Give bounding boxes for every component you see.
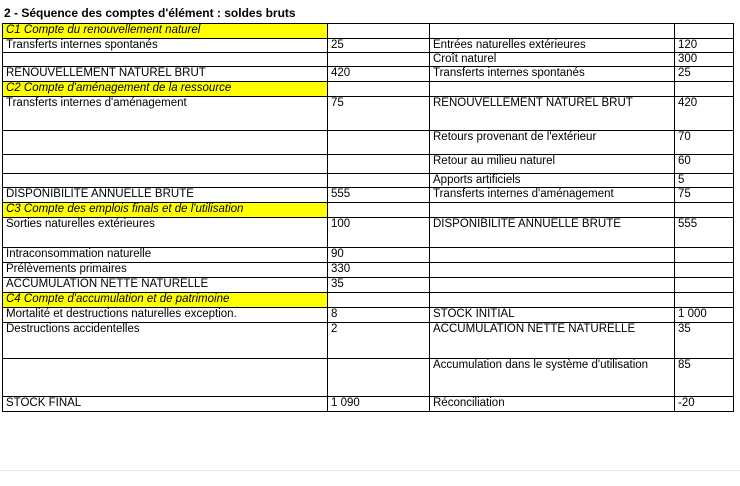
value-cell: 75 (328, 97, 430, 131)
table-row (3, 397, 734, 412)
resource-value-cell (675, 263, 734, 278)
label-cell (3, 174, 328, 188)
table-row (3, 39, 734, 53)
label-cell (3, 155, 328, 174)
label-cell (3, 53, 328, 67)
value-cell: 90 (328, 248, 430, 263)
resource-label-cell (430, 24, 675, 39)
resource-value-cell (675, 24, 734, 39)
resource-value-cell: 85 (675, 359, 734, 397)
resource-label-cell: ACCUMULATION NETTE NATURELLE (430, 323, 675, 359)
table-row (3, 82, 734, 97)
table-row (3, 53, 734, 67)
table-row (3, 218, 734, 248)
label-cell: C2 Compte d'aménagement de la ressource (3, 82, 328, 97)
table-row (3, 24, 734, 39)
resource-label-cell: Retours provenant de l'extérieur (430, 131, 675, 155)
resource-value-cell (675, 203, 734, 218)
resource-value-cell (675, 82, 734, 97)
value-cell: 555 (328, 188, 430, 203)
value-cell (328, 174, 430, 188)
label-cell: Transferts internes d'aménagement (3, 97, 328, 131)
table-row (3, 308, 734, 323)
resource-value-cell: 5 (675, 174, 734, 188)
value-cell (328, 359, 430, 397)
table-row (3, 188, 734, 203)
resource-label-cell: Entrées naturelles extérieures (430, 39, 675, 53)
table-row (3, 174, 734, 188)
table-row (3, 359, 734, 397)
value-cell (328, 53, 430, 67)
label-cell: C1 Compte du renouvellement naturel (3, 24, 328, 39)
resource-value-cell: 35 (675, 323, 734, 359)
resource-value-cell: 120 (675, 39, 734, 53)
resource-label-cell (430, 82, 675, 97)
label-cell: ACCUMULATION NETTE NATURELLE (3, 278, 328, 293)
value-cell: 8 (328, 308, 430, 323)
value-cell: 35 (328, 278, 430, 293)
resource-label-cell: Transferts internes d'aménagement (430, 188, 675, 203)
table-row (3, 203, 734, 218)
resource-label-cell: DISPONIBILITE ANNUELLE BRUTE (430, 218, 675, 248)
table-row (3, 293, 734, 308)
resource-value-cell: 60 (675, 155, 734, 174)
resource-value-cell: 75 (675, 188, 734, 203)
accounts-table (2, 23, 734, 412)
label-cell (3, 131, 328, 155)
value-cell: 25 (328, 39, 430, 53)
resource-value-cell: 25 (675, 67, 734, 82)
label-cell: Intraconsommation naturelle (3, 248, 328, 263)
resource-label-cell (430, 203, 675, 218)
value-cell: 2 (328, 323, 430, 359)
value-cell: 100 (328, 218, 430, 248)
resource-label-cell: Transferts internes spontanés (430, 67, 675, 82)
resource-value-cell: 555 (675, 218, 734, 248)
value-cell: 330 (328, 263, 430, 278)
resource-label-cell (430, 248, 675, 263)
resource-label-cell: Accumulation dans le système d'utilisation (430, 359, 675, 397)
resource-value-cell: 300 (675, 53, 734, 67)
value-cell: 420 (328, 67, 430, 82)
label-cell: DISPONIBILITE ANNUELLE BRUTE (3, 188, 328, 203)
resource-label-cell: Retour au milieu naturel (430, 155, 675, 174)
label-cell: Destructions accidentelles (3, 323, 328, 359)
resource-value-cell: 1 000 (675, 308, 734, 323)
table-row (3, 278, 734, 293)
table-row (3, 67, 734, 82)
table-row (3, 248, 734, 263)
label-cell (3, 359, 328, 397)
resource-label-cell: STOCK INITIAL (430, 308, 675, 323)
table-row (3, 97, 734, 131)
resource-value-cell: 420 (675, 97, 734, 131)
resource-value-cell (675, 293, 734, 308)
value-cell (328, 24, 430, 39)
label-cell: Transferts internes spontanés (3, 39, 328, 53)
label-cell: RENOUVELLEMENT NATUREL BRUT (3, 67, 328, 82)
resource-label-cell: Croît naturel (430, 53, 675, 67)
value-cell: 1 090 (328, 397, 430, 412)
value-cell (328, 293, 430, 308)
value-cell (328, 82, 430, 97)
resource-value-cell: -20 (675, 397, 734, 412)
bottom-divider (0, 470, 740, 471)
resource-value-cell (675, 278, 734, 293)
resource-label-cell (430, 293, 675, 308)
value-cell (328, 131, 430, 155)
resource-label-cell: Réconciliation (430, 397, 675, 412)
resource-label-cell: RENOUVELLEMENT NATUREL BRUT (430, 97, 675, 131)
label-cell: C4 Compte d'accumulation et de patrimoine (3, 293, 328, 308)
label-cell: C3 Compte des emplois finals et de l'utilisation (3, 203, 328, 218)
page-title: 2 - Séquence des comptes d'élément : soldes bruts (4, 6, 296, 20)
resource-value-cell (675, 248, 734, 263)
resource-label-cell: Apports artificiels (430, 174, 675, 188)
label-cell: STOCK FINAL (3, 397, 328, 412)
label-cell: Prélèvements primaires (3, 263, 328, 278)
value-cell (328, 155, 430, 174)
table-row (3, 323, 734, 359)
resource-label-cell (430, 278, 675, 293)
resource-label-cell (430, 263, 675, 278)
table-row (3, 131, 734, 155)
resource-value-cell: 70 (675, 131, 734, 155)
table-row (3, 155, 734, 174)
accounts-table-body (3, 24, 734, 412)
value-cell (328, 203, 430, 218)
label-cell: Mortalité et destructions naturelles exception. (3, 308, 328, 323)
label-cell: Sorties naturelles extérieures (3, 218, 328, 248)
table-row (3, 263, 734, 278)
